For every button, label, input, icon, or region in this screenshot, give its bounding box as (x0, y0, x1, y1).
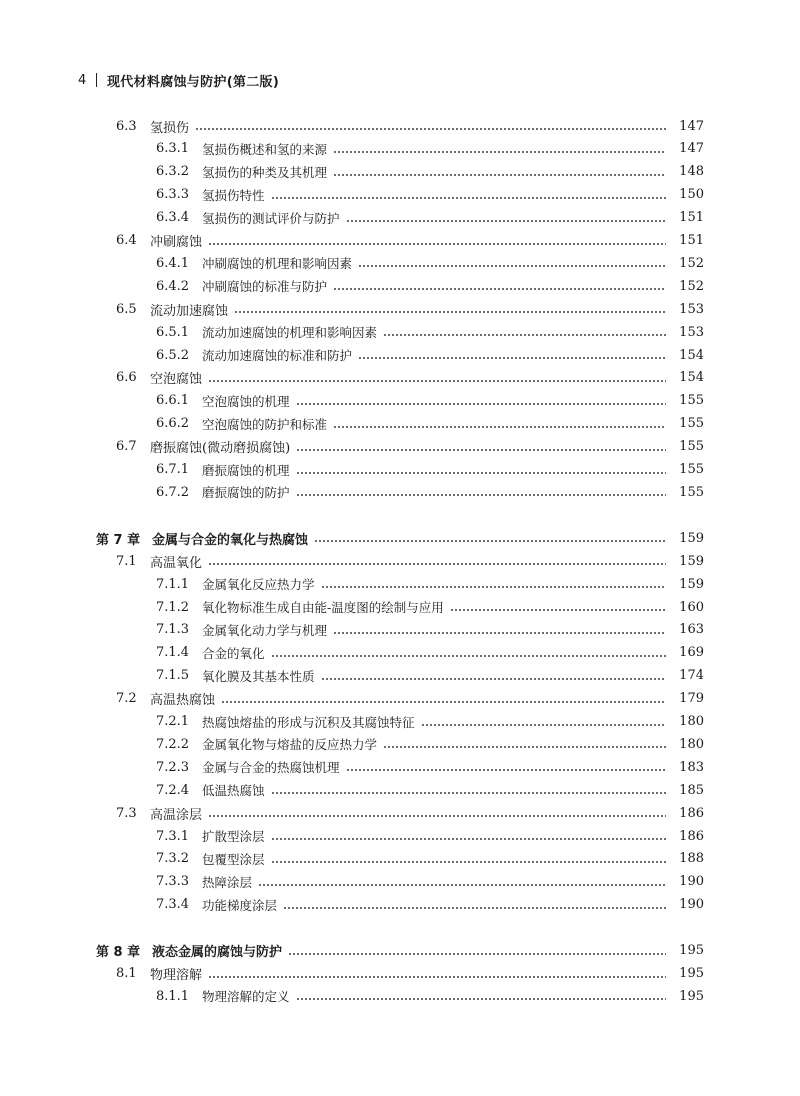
toc-entry-title: 热障涂层 (202, 874, 253, 890)
running-header (78, 70, 279, 90)
toc-entry-page: 154 (679, 370, 704, 386)
toc-entry-title: 高温氧化 (150, 555, 203, 571)
toc-entry-page: 195 (679, 943, 704, 959)
toc-entry-number: 6.7.2 (156, 484, 190, 500)
toc-entry-number: 6.5.1 (156, 324, 190, 340)
toc-entry-number: 第 7 章 (96, 532, 141, 548)
toc-entry-title: 磨振腐蚀的机理 (202, 462, 290, 478)
toc-entry-sub[interactable] (0, 871, 800, 893)
dot-leader (450, 596, 666, 618)
toc-entry-page: 180 (679, 736, 704, 752)
dot-leader (358, 252, 666, 274)
toc-entry-number: 7.3.2 (156, 851, 190, 867)
dot-leader (288, 940, 666, 962)
toc-entry-sub[interactable] (0, 252, 800, 274)
toc-entry-page: 155 (679, 416, 704, 432)
toc-entry-title: 液态金属的腐蚀与防护 (152, 945, 283, 961)
toc-entry-title: 磨振腐蚀(微动磨损腐蚀) (150, 441, 291, 457)
toc-entry-title: 氢损伤概述和氢的来源 (202, 141, 328, 157)
dot-leader (195, 115, 666, 137)
dot-leader (221, 688, 666, 710)
toc-entry-title: 空泡腐蚀的机理 (202, 393, 290, 409)
toc-entry-page: 147 (679, 141, 704, 157)
toc-entry-number: 7.2 (116, 691, 137, 707)
toc-entry-page: 195 (679, 988, 704, 1004)
dot-leader (333, 161, 666, 183)
header-divider (96, 73, 97, 87)
toc-entry-sub[interactable] (0, 756, 800, 778)
dot-leader (208, 367, 666, 389)
toc-entry-title: 物理溶解的定义 (202, 989, 290, 1005)
toc-entry-page: 150 (679, 187, 704, 203)
toc-entry-number: 6.6.2 (156, 416, 190, 432)
toc-entry-title: 流动加速腐蚀 (150, 303, 229, 319)
toc-entry-sub[interactable] (0, 642, 800, 664)
toc-entry-number: 7.2.1 (156, 714, 190, 729)
toc-entry-sub[interactable] (0, 619, 800, 641)
toc-entry-number: 7.2.3 (156, 759, 190, 775)
toc-entry-section[interactable] (0, 688, 800, 710)
toc-entry-section[interactable] (0, 230, 800, 252)
toc-entry-sub[interactable] (0, 207, 800, 229)
toc-entry-page: 159 (679, 576, 704, 592)
toc-entry-page: 180 (679, 714, 704, 729)
toc-entry-section[interactable] (0, 802, 800, 824)
toc-entry-sub[interactable] (0, 344, 800, 366)
toc-entry-title: 高温涂层 (150, 807, 203, 823)
toc-entry-number: 7.3.4 (156, 897, 190, 913)
toc-entry-title: 金属氧化动力学与机理 (202, 622, 328, 638)
toc-entry-page: 148 (679, 164, 704, 180)
toc-entry-page: 190 (679, 897, 704, 913)
toc-entry-chapter[interactable] (0, 940, 800, 962)
toc-entry-sub[interactable] (0, 321, 800, 343)
toc-entry-title: 氢损伤 (150, 120, 190, 136)
toc-entry-title: 冲刷腐蚀的机理和影响因素 (202, 256, 353, 272)
toc-entry-page: 155 (679, 439, 704, 455)
toc-entry-section[interactable] (0, 115, 800, 137)
toc-entry-page: 195 (679, 966, 704, 981)
toc-entry-sub[interactable] (0, 413, 800, 435)
toc-entry-page: 159 (679, 553, 704, 569)
toc-entry-title: 热腐蚀熔盐的形成与沉积及其腐蚀特征 (202, 714, 415, 730)
toc-entry-page: 188 (679, 851, 704, 867)
toc-entry-number: 7.3.1 (156, 828, 190, 844)
toc-entry-number: 6.6 (116, 370, 137, 386)
dot-leader (314, 527, 666, 549)
toc-entry-page: 179 (679, 691, 704, 707)
toc-entry-page: 159 (679, 530, 704, 546)
toc-entry-sub[interactable] (0, 985, 800, 1007)
toc-entry-page: 190 (679, 874, 704, 890)
dot-leader (208, 963, 666, 985)
toc-entry-number: 8.1.1 (156, 988, 190, 1004)
toc-entry-sub[interactable] (0, 275, 800, 297)
toc-entry-section[interactable] (0, 298, 800, 320)
toc-entry-page: 155 (679, 484, 704, 500)
toc-entry-page: 155 (679, 393, 704, 409)
toc-entry-page: 183 (679, 759, 704, 775)
toc-entry-sub[interactable] (0, 138, 800, 160)
toc-entry-title: 金属氧化物与熔盐的反应热力学 (202, 737, 378, 753)
dot-leader (321, 573, 666, 595)
toc-entry-number: 7.3.3 (156, 874, 190, 890)
toc-entry-title: 物理溶解 (150, 968, 203, 983)
toc-entry-sub[interactable] (0, 573, 800, 595)
toc-entry-number: 7.2.4 (156, 782, 190, 798)
dot-leader (234, 298, 666, 320)
toc-entry-page: 153 (679, 301, 704, 317)
toc-entry-sub[interactable] (0, 733, 800, 755)
toc-entry-number: 6.4.1 (156, 255, 190, 271)
toc-entry-title: 低温热腐蚀 (202, 783, 265, 799)
toc-entry-number: 第 8 章 (96, 945, 141, 961)
toc-entry-page: 163 (679, 622, 704, 638)
toc-entry-page: 155 (679, 462, 704, 477)
dot-leader (346, 756, 666, 778)
toc-entry-title: 流动加速腐蚀的机理和影响因素 (202, 325, 378, 341)
toc-entry-sub[interactable] (0, 825, 800, 847)
toc-entry-title: 氢损伤特性 (202, 187, 265, 203)
toc-entry-page: 174 (679, 668, 704, 684)
dot-leader (333, 275, 666, 297)
toc-entry-sub[interactable] (0, 848, 800, 870)
dot-leader (271, 642, 666, 664)
toc-entry-page: 154 (679, 347, 704, 363)
toc-entry-number: 7.1.4 (156, 645, 190, 661)
toc-entry-title: 金属氧化反应热力学 (202, 577, 315, 593)
toc-entry-title: 高温热腐蚀 (150, 693, 216, 709)
toc-entry-title: 空泡腐蚀 (150, 372, 203, 388)
dot-leader (296, 390, 666, 412)
toc-entry-title: 功能梯度涂层 (202, 897, 278, 913)
toc-entry-number: 7.1.2 (156, 599, 190, 615)
dot-leader (333, 413, 666, 435)
page-number: 4 (78, 72, 87, 88)
toc-entry-sub[interactable] (0, 481, 800, 503)
dot-leader (208, 550, 666, 572)
dot-leader (271, 825, 666, 847)
toc-entry-title: 金属与合金的热腐蚀机理 (202, 760, 340, 776)
dot-leader (271, 184, 666, 206)
toc-entry-number: 8.1 (116, 966, 137, 981)
toc-entry-page: 169 (679, 645, 704, 661)
toc-entry-sub[interactable] (0, 779, 800, 801)
book-title: 现代材料腐蚀与防护(第二版) (107, 74, 280, 90)
toc-entry-page: 153 (679, 324, 704, 340)
toc-entry-number: 7.2.2 (156, 736, 190, 752)
dot-leader (283, 894, 666, 916)
dot-leader (296, 985, 666, 1007)
dot-leader (296, 436, 666, 458)
toc-entry-number: 6.3.2 (156, 164, 190, 180)
toc-entry-section[interactable] (0, 550, 800, 572)
toc-entry-title: 空泡腐蚀的防护和标准 (202, 416, 328, 432)
toc-entry-title: 磨振腐蚀的防护 (202, 485, 290, 501)
toc-entry-page: 186 (679, 805, 704, 821)
toc-entry-chapter[interactable] (0, 527, 800, 549)
dot-leader (208, 802, 666, 824)
toc-entry-sub[interactable] (0, 894, 800, 916)
toc-entry-title: 流动加速腐蚀的标准和防护 (202, 348, 353, 363)
toc-entry-page: 185 (679, 782, 704, 798)
toc-entry-sub[interactable] (0, 665, 800, 687)
toc-entry-page: 160 (679, 599, 704, 615)
toc-entry-number: 7.3 (116, 805, 137, 821)
dot-leader (208, 230, 666, 252)
dot-leader (296, 481, 666, 503)
toc-entry-title: 扩散型涂层 (202, 829, 265, 844)
toc-entry-number: 7.1 (116, 553, 137, 569)
dot-leader (296, 459, 666, 481)
toc-entry-page: 151 (679, 233, 704, 248)
toc-entry-sub[interactable] (0, 184, 800, 206)
toc-entry-number: 6.7 (116, 439, 137, 455)
toc-entry-number: 6.4 (116, 233, 137, 248)
toc-entry-number: 6.7.1 (156, 462, 190, 477)
toc-entry-sub[interactable] (0, 596, 800, 618)
toc-entry-sub[interactable] (0, 161, 800, 183)
toc-entry-title: 包覆型涂层 (202, 851, 265, 867)
toc-entry-section[interactable] (0, 367, 800, 389)
toc-entry-number: 6.6.1 (156, 393, 190, 409)
toc-entry-number: 7.1.3 (156, 622, 190, 638)
toc-entry-title: 合金的氧化 (202, 645, 265, 661)
toc-entry-page: 152 (679, 278, 704, 294)
toc-entry-number: 6.5 (116, 301, 137, 317)
toc-entry-number: 6.3.3 (156, 187, 190, 203)
toc-entry-page: 152 (679, 255, 704, 271)
toc-entry-sub[interactable] (0, 390, 800, 412)
toc-entry-page: 151 (679, 210, 704, 226)
toc-entry-number: 7.1.5 (156, 668, 190, 684)
toc-entry-sub[interactable] (0, 459, 800, 481)
dot-leader (421, 711, 666, 733)
dot-leader (358, 344, 666, 366)
toc-entry-title: 氧化膜及其基本性质 (202, 668, 315, 684)
dot-leader (346, 207, 666, 229)
toc-entry-page: 186 (679, 828, 704, 844)
toc-entry-page: 147 (679, 118, 704, 134)
toc-entry-sub[interactable] (0, 711, 800, 733)
toc-entry-title: 氧化物标准生成自由能-温度图的绘制与应用 (202, 600, 444, 615)
toc-entry-number: 6.3.4 (156, 210, 190, 226)
dot-leader (321, 665, 666, 687)
toc-entry-number: 7.1.1 (156, 576, 190, 592)
dot-leader (333, 138, 666, 160)
toc-entry-title: 冲刷腐蚀的标准与防护 (202, 279, 328, 295)
dot-leader (258, 871, 666, 893)
toc-entry-title: 冲刷腐蚀 (150, 235, 203, 250)
toc-entry-title: 氢损伤的测试评价与防护 (202, 210, 340, 226)
toc-entry-section[interactable] (0, 963, 800, 985)
toc-entry-number: 6.4.2 (156, 278, 190, 294)
dot-leader (383, 733, 666, 755)
toc-entry-number: 6.3 (116, 118, 137, 134)
toc-entry-number: 6.5.2 (156, 347, 190, 363)
toc-entry-section[interactable] (0, 436, 800, 458)
dot-leader (271, 779, 666, 801)
toc-entry-title: 氢损伤的种类及其机理 (202, 164, 328, 180)
dot-leader (383, 321, 666, 343)
dot-leader (271, 848, 666, 870)
toc-entry-number: 6.3.1 (156, 141, 190, 157)
toc-entry-title: 金属与合金的氧化与热腐蚀 (152, 532, 309, 548)
dot-leader (333, 619, 666, 641)
